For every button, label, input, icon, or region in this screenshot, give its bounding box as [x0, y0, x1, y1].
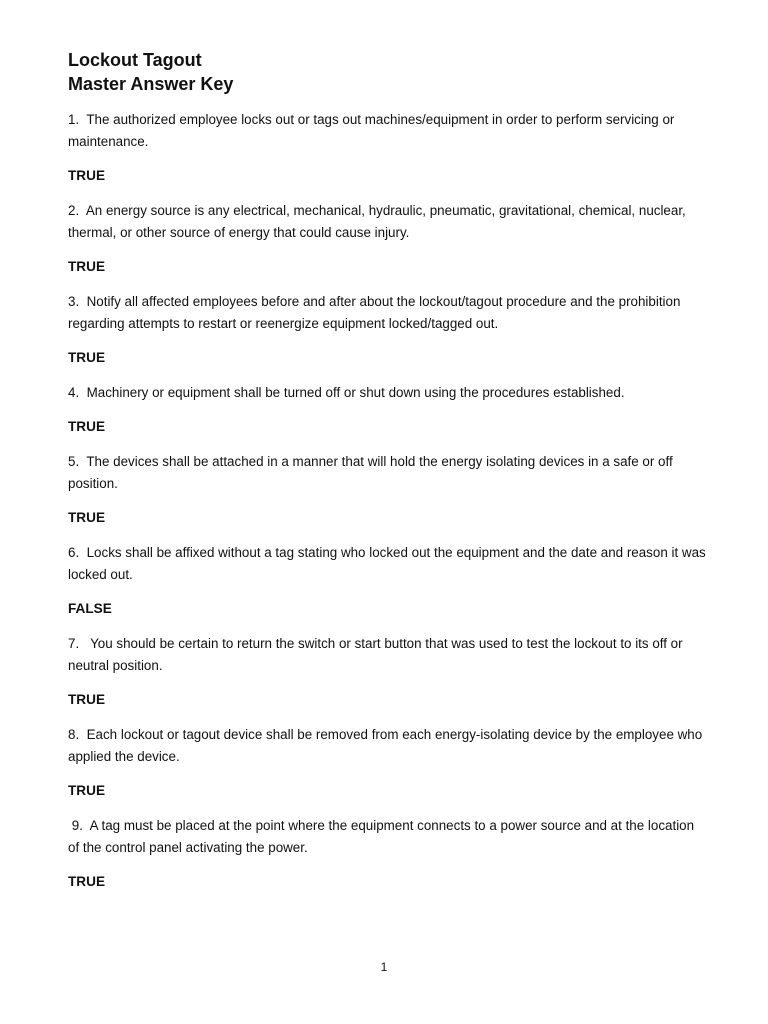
question-text: 8. Each lockout or tagout device shall be removed from each energy-isolating device by the employee who applied the device.: [68, 727, 706, 764]
question-text: 6. Locks shall be affixed without a tag stating who locked out the equipment and the date and reason it was locked out.: [68, 545, 710, 582]
answer-text: TRUE: [68, 874, 106, 889]
question-item: [68, 633, 708, 711]
question-text: 5. The devices shall be attached in a manner that will hold the energy isolating devices in a safe or off position.: [68, 454, 677, 491]
page-number: 1: [380, 960, 388, 974]
question-text: 2. An energy source is any electrical, mechanical, hydraulic, pneumatic, gravitational, chemical, nuclear, thermal, or other source of energy that could cause injury.: [68, 203, 690, 240]
answer-text: TRUE: [68, 510, 106, 525]
document-content: [68, 48, 708, 906]
answer-text: TRUE: [68, 168, 106, 183]
answer-text: TRUE: [68, 350, 106, 365]
question-text: 1. The authorized employee locks out or tags out machines/equipment in order to perform servicing or maintenance.: [68, 112, 679, 149]
question-text: 4. Machinery or equipment shall be turned off or shut down using the procedures established.: [68, 385, 625, 400]
answer-text: FALSE: [68, 601, 112, 616]
question-item: [68, 815, 708, 893]
answer-text: TRUE: [68, 259, 106, 274]
question-text: 3. Notify all affected employees before and after about the lockout/tagout procedure and the prohibition regarding attempts to restart or reenergize equipment locked/tagged out.: [68, 294, 685, 331]
question-item: [68, 724, 708, 802]
question-list: [68, 109, 708, 893]
document-subtitle: Master Answer Key: [68, 74, 234, 94]
question-item: [68, 382, 708, 438]
question-item: [68, 109, 708, 187]
answer-text: TRUE: [68, 692, 106, 707]
question-item: [68, 451, 708, 529]
question-item: [68, 200, 708, 278]
question-item: [68, 291, 708, 369]
question-text: 9. A tag must be placed at the point where the equipment connects to a power source and at the location of the control panel activating the power.: [68, 818, 698, 855]
question-item: [68, 542, 708, 620]
answer-text: TRUE: [68, 783, 106, 798]
answer-text: TRUE: [68, 419, 106, 434]
document-title: Lockout Tagout: [68, 50, 202, 70]
question-text: 7. You should be certain to return the switch or start button that was used to test the lockout to its off or neutral position.: [68, 636, 687, 673]
